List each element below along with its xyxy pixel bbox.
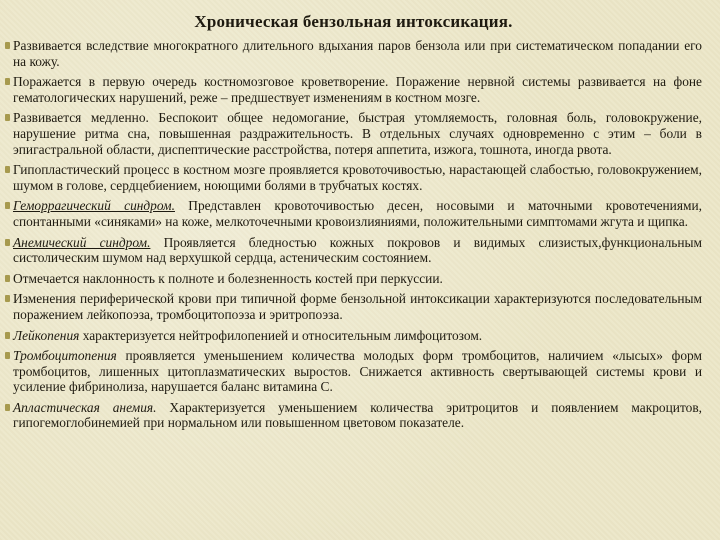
bullet-icon (5, 42, 10, 49)
item-text: Отмечается наклонность к полноте и болезненность костей при перкуссии. (13, 270, 443, 286)
bullet-icon (5, 275, 10, 282)
bullet-icon (5, 166, 10, 173)
item-text: Гипопластический процесс в костном мозге проявляется кровоточивостью, нарастающей слабостью, головокружением, шумом в голове, сердцебиением, ноющими болями в трубчатых костях. (13, 162, 702, 193)
bullet-icon (5, 239, 10, 246)
bullet-icon (5, 202, 10, 209)
item-text: Характеризуется уменьшением количества эритроцитов и появлением макроцитов, гипогемоглобинемией при нормальном или повышенном цветовом показателе. (13, 399, 702, 431)
item-text: Изменения периферической крови при типичной форме бензольной интоксикации характеризуются последовательным поражением лейкопоэза, тромбоцитопоэза и эритропоэза. (13, 291, 702, 322)
bullet-icon (5, 78, 10, 85)
item-lead: Лейкопения (13, 327, 80, 343)
item-text: Поражается в первую очередь костномозговое кроветворение. Поражение нервной системы развивается на фоне гематологических нарушений, реже – предшествует изменениям в костном мозге. (13, 74, 702, 105)
item-text: Представлен кровоточивостью десен, носовыми и маточными кровотечениями, спонтанными «синяками» на коже, мелкоточечными кровоизлияниями, положительными симптомами жгута и щипка. (13, 198, 702, 229)
bullet-icon (5, 295, 10, 302)
item-lead: Тромбоцитопения (13, 348, 117, 364)
item-text: Развивается медленно. Беспокоит общее недомогание, быстрая утомляемость, головная боль, головокружение, нарушение ритма сна, повышенная раздражительность. В отдельных случаях одновременно с этим – боли в эпигастральной области, диспептические расстройства, потеря аппетита, изжога, тошнота, иногда рвота. (13, 110, 702, 157)
bullet-icon (5, 352, 10, 359)
list-item (5, 162, 702, 193)
list-item (5, 38, 702, 69)
list-item (5, 74, 702, 105)
bullet-icon (5, 332, 10, 339)
item-text: Проявляется бледностью кожных покровов и видимых слизистых,функциональным систолическим шумом над верхушкой сердца, астеническим состоянием. (13, 234, 702, 266)
slide-title: Хроническая бензольная интоксикация. (194, 12, 513, 31)
bullet-icon (5, 404, 10, 411)
list-item (5, 400, 702, 431)
bullet-icon (5, 114, 10, 121)
item-lead: Геморрагический синдром. (13, 198, 175, 214)
item-text: характеризуется нейтрофилопенией и относительным лимфоцитозом. (79, 327, 483, 343)
list-item (5, 198, 702, 229)
list-item (5, 110, 702, 157)
list-item (5, 235, 702, 266)
bullet-list (5, 38, 702, 431)
item-text: проявляется уменьшением количества молодых форм тромбоцитов, наличием «лысых» форм тромбоцитов, лишенных цитоплазматических выростов. Снижается активность свертывающей системы крови и усиление фибринолиза, нарушается баланс витамина С. (13, 348, 702, 395)
item-text: Развивается вследствие многократного длительного вдыхания паров бензола или при систематическом попадании его на кожу. (13, 38, 702, 69)
item-lead: Анемический синдром. (13, 234, 151, 250)
item-lead: Апластическая анемия. (13, 399, 157, 415)
list-item (5, 291, 702, 322)
list-item (5, 348, 702, 395)
list-item (5, 328, 702, 344)
list-item (5, 271, 702, 287)
